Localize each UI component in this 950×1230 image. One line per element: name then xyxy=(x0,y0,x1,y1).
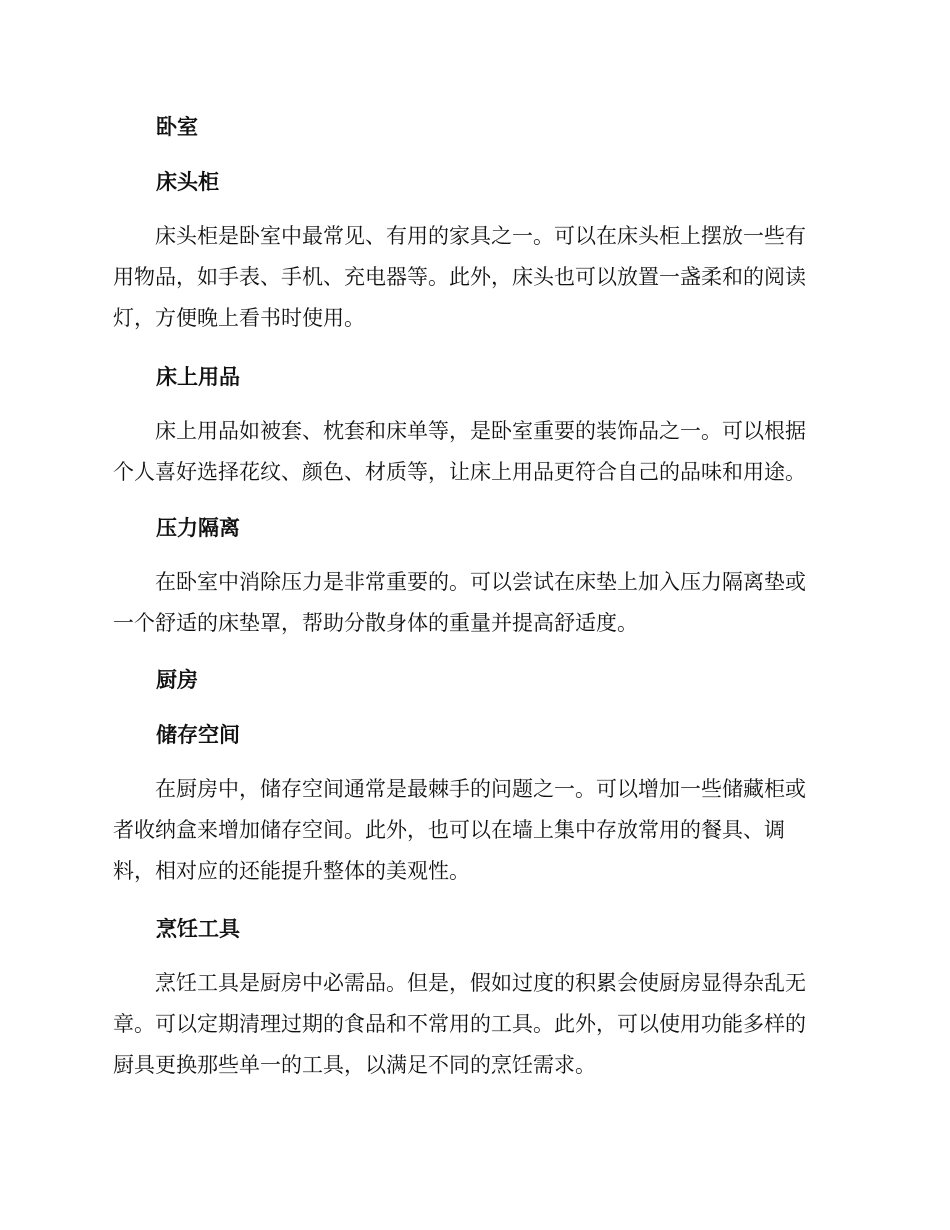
paragraph-cooking-tools xyxy=(113,963,833,1086)
paragraph-nightstand xyxy=(113,216,833,339)
paragraph-storage xyxy=(113,769,833,892)
subsection-title-bedding: 床上用品 xyxy=(156,365,240,389)
subsection-title-cooking-tools: 烹饪工具 xyxy=(156,917,240,941)
paragraph-line: 一个舒适的床垫罩，帮助分散身体的重量并提高舒适度。 xyxy=(113,611,638,635)
paragraph-line: 章。可以定期清理过期的食品和不常用的工具。此外，可以使用功能多样的 xyxy=(113,1012,806,1036)
paragraph-line: 在厨房中，储存空间通常是最棘手的问题之一。可以增加一些储藏柜或 xyxy=(155,777,806,801)
paragraph-line: 个人喜好选择花纹、颜色、材质等，让床上用品更符合自己的品味和用途。 xyxy=(113,460,806,484)
subsection-title-pressure-relief: 压力隔离 xyxy=(156,516,240,540)
paragraph-bedding xyxy=(113,411,833,493)
paragraph-line: 料，相对应的还能提升整体的美观性。 xyxy=(113,859,470,883)
paragraph-line: 厨具更换那些单一的工具，以满足不同的烹饪需求。 xyxy=(113,1053,596,1077)
paragraph-line: 用物品，如手表、手机、充电器等。此外，床头也可以放置一盏柔和的阅读 xyxy=(113,265,806,289)
paragraph-line: 在卧室中消除压力是非常重要的。可以尝试在床垫上加入压力隔离垫或 xyxy=(155,570,806,594)
paragraph-pressure-relief xyxy=(113,562,833,644)
section-title-bedroom: 卧室 xyxy=(156,115,198,139)
paragraph-line: 床头柜是卧室中最常见、有用的家具之一。可以在床头柜上摆放一些有 xyxy=(155,224,806,248)
subsection-title-nightstand: 床头柜 xyxy=(156,170,219,194)
paragraph-line: 灯，方便晚上看书时使用。 xyxy=(113,306,365,330)
paragraph-line: 床上用品如被套、枕套和床单等，是卧室重要的装饰品之一。可以根据 xyxy=(155,419,806,443)
subsection-title-storage: 储存空间 xyxy=(156,723,240,747)
paragraph-line: 烹饪工具是厨房中必需品。但是，假如过度的积累会使厨房显得杂乱无 xyxy=(155,971,806,995)
paragraph-line: 者收纳盒来增加储存空间。此外，也可以在墙上集中存放常用的餐具、调 xyxy=(113,818,785,842)
section-title-kitchen: 厨房 xyxy=(156,668,198,692)
